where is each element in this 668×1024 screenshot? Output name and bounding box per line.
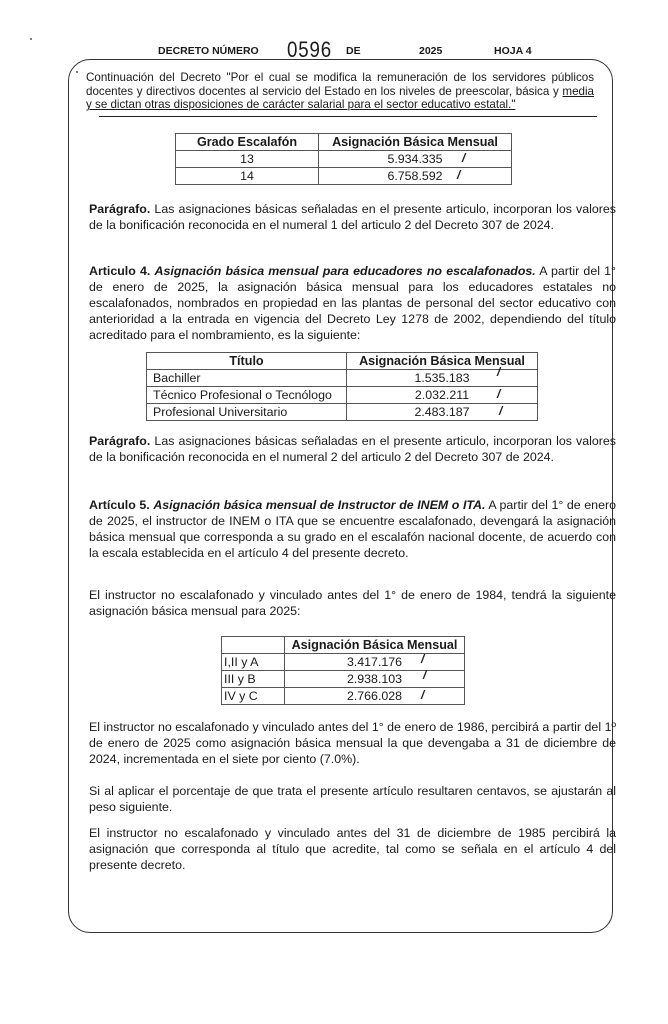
valor-cell	[285, 688, 465, 705]
scan-speck	[30, 38, 32, 40]
decreto-year: 2025	[419, 45, 443, 57]
check-mark-icon: /	[421, 688, 425, 702]
paragrafo-text: Las asignaciones básicas señaladas en el presente articulo, incorporan los valores de la bonificación reconocida en el numeral 2 del articulo 2 del Decreto 307 de 2024.	[89, 434, 616, 464]
check-mark-icon: /	[497, 365, 501, 379]
instructor-1985-paragraph: El instructor no escalafonado y vinculado antes del 31 de diciembre de 1985 percibirá la asignación que corresponda al título que acredite, tal como se señala en el artículo 4 del presente decreto.	[89, 826, 616, 872]
articulo-title: Asignación básica mensual para educadores no escalafonados.	[154, 264, 536, 278]
articulo-text: A partir del 1° de enero de 2025, el instructor de INEM o ITA que se encuentre escalafonado, devengará la asignación básica mensual que corresponda a su grado en el escalafón nacional docente, de acuerdo con la escala establecida en el artículo 4 del presente decreto.	[89, 498, 616, 560]
paragrafo-text: Las asignaciones básicas señaladas en el presente articulo, incorporan los valores de la bonificación reconocida en el numeral 1 del articulo 2 del Decreto 307 de 2024.	[89, 202, 616, 232]
valor-cell	[319, 151, 512, 168]
decreto-label: DECRETO NÚMERO	[158, 45, 259, 57]
paragrafo-label: Parágrafo.	[89, 202, 151, 216]
sheet-number: HOJA 4	[494, 45, 532, 57]
decree-continuation-title	[86, 71, 594, 112]
instructor-table	[221, 636, 465, 705]
valor-cell	[319, 168, 512, 185]
check-mark-icon: /	[497, 387, 501, 401]
de-label: DE	[346, 45, 361, 57]
articulo-title: Asignación básica mensual de Instructor de INEM o ITA.	[153, 498, 486, 512]
titulo-cell: Bachiller	[147, 370, 347, 387]
scan-speck	[76, 71, 78, 73]
titulo-table	[146, 352, 538, 421]
valor-text: 2.766.028	[346, 688, 403, 703]
valor-cell	[285, 654, 465, 671]
articulo-4	[89, 263, 616, 343]
instructor-1986-paragraph: El instructor no escalafonado y vinculado antes del 1° de enero de 1986, percibirá a partir del 1º de enero de 2025 como asignación básica mensual la que devengaba a 31 de diciembre de 2024, incrementada en el siete por ciento (7.0%).	[89, 720, 616, 766]
check-mark-icon: /	[499, 404, 503, 418]
column-header: Grado Escalafón	[176, 134, 319, 151]
table-header-row	[176, 134, 512, 151]
table-row	[222, 654, 465, 671]
table-row	[147, 404, 538, 421]
decreto-number: 0596	[287, 37, 333, 62]
table-row	[147, 387, 538, 404]
check-mark-icon: /	[423, 668, 427, 682]
escalafon-table	[175, 133, 512, 185]
categoria-cell: I,II y A	[222, 654, 285, 671]
column-header: Asignación Básica Mensual	[285, 637, 465, 654]
continuation-text: Continuación del Decreto "Por el cual se modifica la remuneración de los servidores públicos docentes y directivos docentes al servicio del Estado en los niveles de preescolar, básica y	[86, 71, 594, 98]
table-row	[222, 688, 465, 705]
table-row	[176, 168, 512, 185]
categoria-cell: III y B	[222, 671, 285, 688]
categoria-cell: IV y C	[222, 688, 285, 705]
articulo-label: Articulo 4.	[89, 264, 151, 278]
column-header: Título	[147, 353, 347, 370]
centavos-paragraph: Si al aplicar el porcentaje de que trata el presente artículo resultaren centavos, se ajustarán al peso siguiente.	[89, 784, 616, 814]
paragrafo-label: Parágrafo.	[89, 434, 151, 448]
column-header: Asignación Básica Mensual	[347, 353, 538, 370]
table-header-row	[222, 637, 465, 654]
valor-text: 2.483.187	[414, 404, 470, 419]
continuation-text-underlined: media y se dictan otras disposiciones de carácter salarial para el sector educativo estatal."	[86, 84, 594, 112]
check-mark-icon: /	[421, 652, 425, 666]
column-header: Asignación Básica Mensual	[319, 134, 512, 151]
valor-text: 3.417.176	[346, 654, 403, 669]
table-row	[222, 671, 465, 688]
title-rule	[99, 116, 597, 117]
paragrafo-2	[89, 433, 616, 465]
valor-text: 2.938.103	[346, 671, 403, 686]
column-header	[222, 637, 285, 654]
check-mark-icon: /	[457, 168, 461, 182]
valor-text: 6.758.592	[387, 168, 443, 183]
valor-text: 5.934.335	[387, 151, 443, 166]
table-row	[176, 151, 512, 168]
valor-text: 1.535.183	[414, 370, 470, 385]
table-row	[147, 370, 538, 387]
instructor-1984-paragraph: El instructor no escalafonado y vinculado antes del 1° de enero de 1984, tendrá la siguiente asignación básica mensual para 2025:	[89, 588, 616, 618]
check-mark-icon: /	[462, 151, 466, 165]
titulo-cell: Profesional Universitario	[147, 404, 347, 421]
articulo-label: Artículo 5.	[89, 498, 150, 512]
titulo-cell: Técnico Profesional o Tecnólogo	[147, 387, 347, 404]
articulo-text: A partir del 1° de enero de 2025, la asignación básica mensual para los educadores estatales no escalafonados, nombrados en propiedad en las plantas de personal del sector educativo con anterioridad a la entrada en vigencia del Decreto Ley 1278 de 2002, dependiendo del título acreditado para el nombramiento, es la siguiente:	[89, 264, 616, 342]
valor-cell	[347, 365, 538, 387]
grado-cell: 14	[176, 168, 319, 185]
table-header-row	[147, 353, 538, 370]
valor-cell	[347, 404, 538, 421]
valor-cell	[285, 668, 465, 688]
paragrafo-1	[89, 201, 616, 233]
grado-cell: 13	[176, 151, 319, 168]
valor-text: 2.032.211	[414, 387, 470, 402]
articulo-5	[89, 497, 616, 561]
valor-cell	[347, 387, 538, 404]
